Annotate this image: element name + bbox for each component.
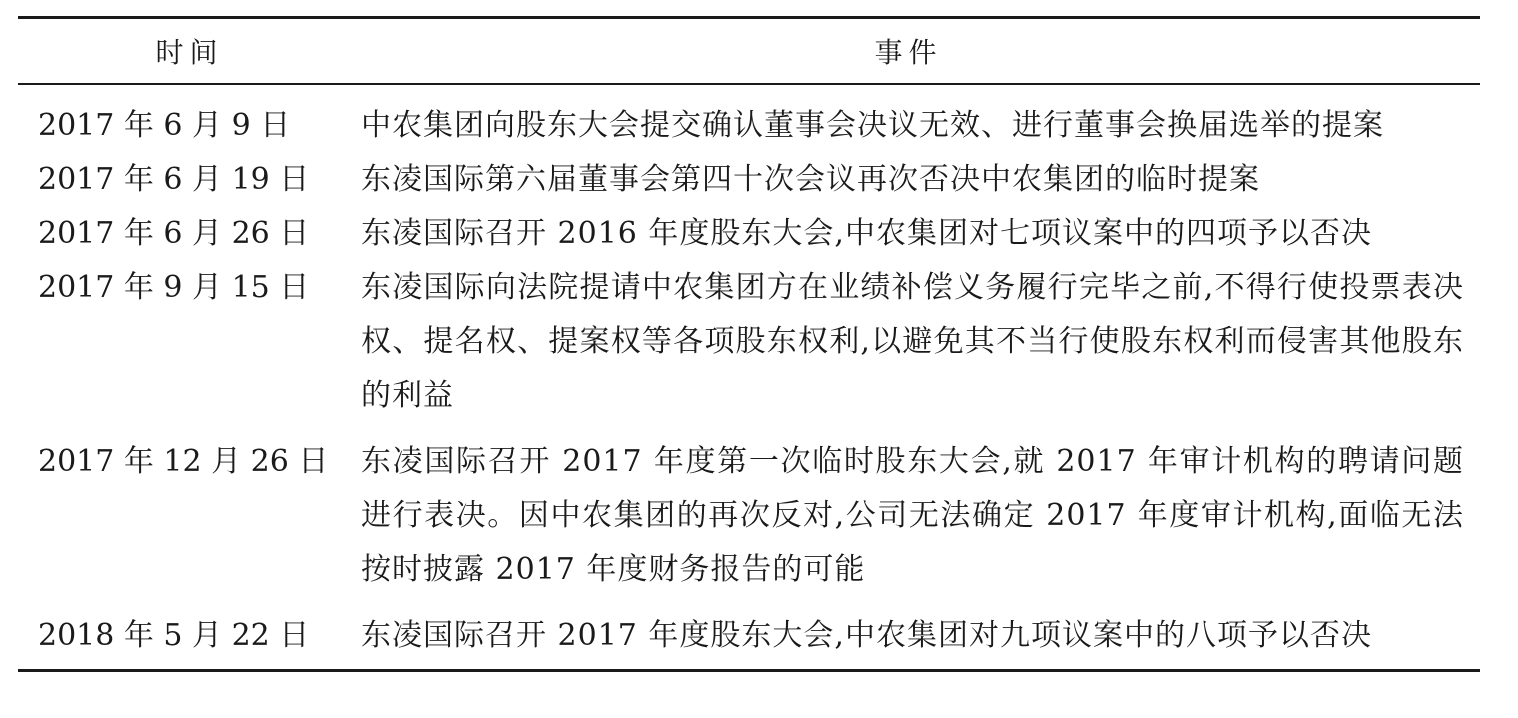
row-event: 东凌国际第六届董事会第四十次会议再次否决中农集团的临时提案 bbox=[361, 162, 1260, 197]
header-time: 时间 bbox=[155, 36, 224, 69]
table-row bbox=[18, 99, 1480, 153]
row-event: 东凌国际召开 2016 年度股东大会,中农集团对七项议案中的四项予以否决 bbox=[361, 216, 1372, 251]
table-row bbox=[18, 261, 1480, 423]
table-row bbox=[18, 153, 1480, 207]
row-event: 中农集团向股东大会提交确认董事会决议无效、进行董事会换届选举的提案 bbox=[361, 108, 1384, 143]
row-time: 2017 年 6 月 9 日 bbox=[38, 108, 291, 143]
row-time: 2017 年 6 月 19 日 bbox=[38, 162, 310, 197]
table-body bbox=[18, 85, 1480, 669]
row-time: 2018 年 5 月 22 日 bbox=[38, 618, 310, 653]
row-time: 2017 年 9 月 15 日 bbox=[38, 270, 310, 305]
row-event: 东凌国际召开 2017 年度第一次临时股东大会,就 2017 年审计机构的聘请问题进行表决。因中农集团的再次反对,公司无法确定 2017 年度审计机构,面临无法按时披露 2017 年度财务报告的可能 bbox=[361, 444, 1464, 587]
events-table bbox=[18, 16, 1480, 672]
table-header-row bbox=[18, 19, 1480, 83]
row-event: 东凌国际召开 2017 年度股东大会,中农集团对九项议案中的八项予以否决 bbox=[361, 618, 1372, 653]
row-time: 2017 年 6 月 26 日 bbox=[38, 216, 310, 251]
row-event: 东凌国际向法院提请中农集团方在业绩补偿义务履行完毕之前,不得行使投票表决权、提名权、提案权等各项股东权利,以避免其不当行使股东权利而侵害其他股东的利益 bbox=[361, 270, 1464, 413]
header-event: 事件 bbox=[874, 36, 943, 69]
table-bottom-rule bbox=[18, 669, 1480, 672]
row-time: 2017 年 12 月 26 日 bbox=[38, 444, 329, 479]
table-row bbox=[18, 435, 1480, 597]
table-row bbox=[18, 609, 1480, 663]
table-row bbox=[18, 207, 1480, 261]
